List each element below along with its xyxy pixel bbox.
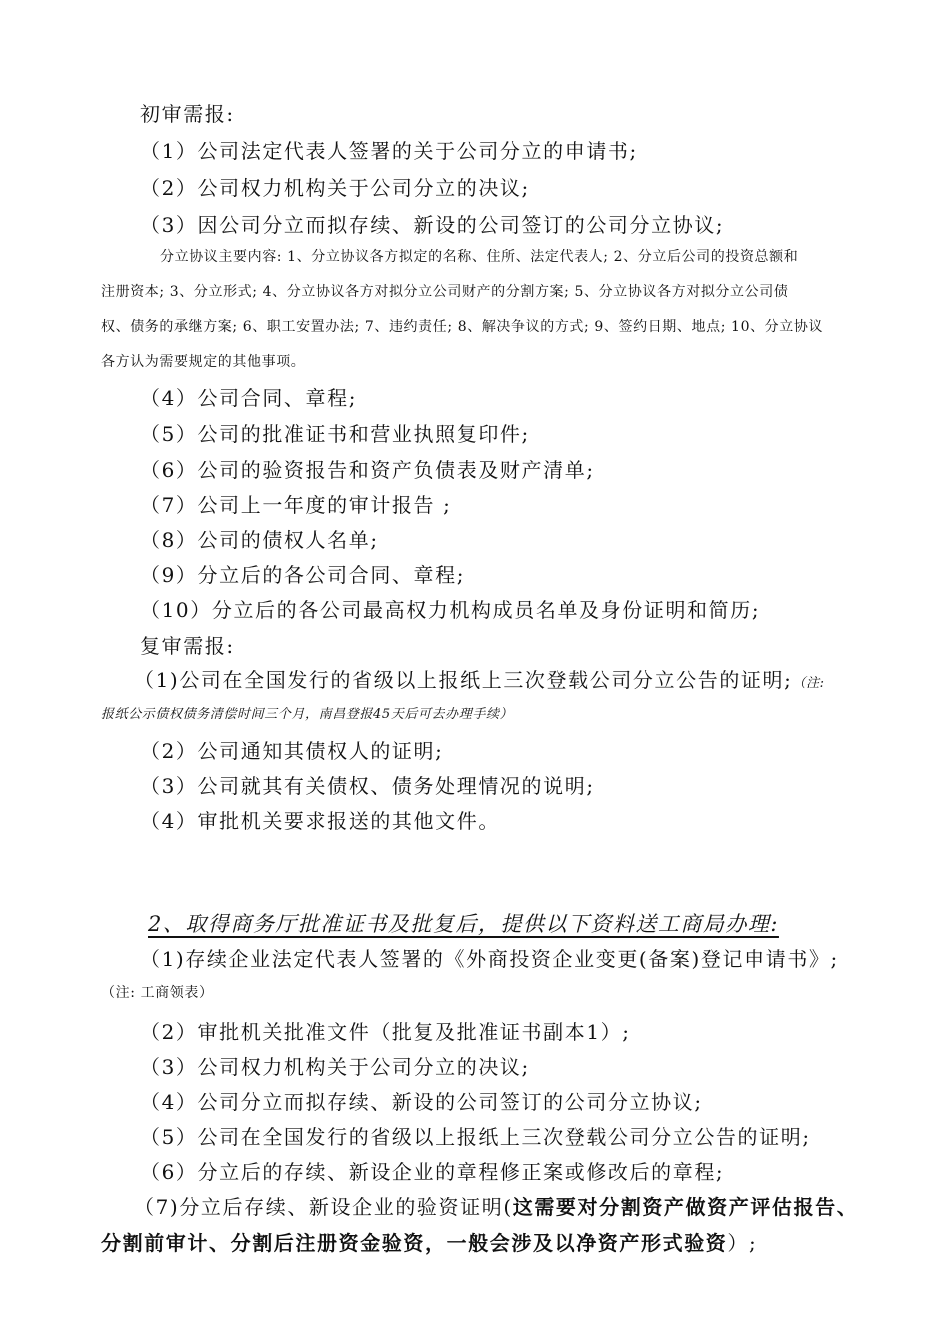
list-item: （3）因公司分立而拟存续、新设的公司签订的公司分立协议;	[140, 213, 725, 237]
item-note: （注: 工商领表）	[101, 985, 214, 1001]
review-item-1	[134, 664, 825, 693]
list-item: （7）公司上一年度的审计报告 ;	[140, 493, 452, 517]
section-heading: 2、取得商务厅批准证书及批复后，提供以下资料送工商局办理:	[148, 912, 779, 936]
item-7-bold-start: 这需要对分割资产做资产评估报告、	[512, 1195, 859, 1219]
list-item: （8）公司的债权人名单;	[140, 528, 379, 552]
list-item: （5）公司在全国发行的省级以上报纸上三次登载公司分立公告的证明;	[140, 1125, 811, 1149]
list-item: （3）公司权力机构关于公司分立的决议;	[140, 1055, 530, 1079]
agreement-note-line: 分立协议主要内容: 1、分立协议各方拟定的名称、住所、法定代表人; 2、分立后公司的投资总额和	[160, 249, 799, 265]
list-item: （9）分立后的各公司合同、章程;	[140, 563, 466, 587]
list-item: （10）分立后的各公司最高权力机构成员名单及身份证明和简历;	[140, 598, 761, 622]
review-title: 复审需报:	[140, 634, 235, 658]
item-7-suffix: ）;	[727, 1231, 758, 1255]
review-item-1-note: 报纸公示债权债务清偿时间三个月，南昌登报45天后可去办理手续）	[101, 707, 514, 722]
review-item-1-text: （1)公司在全国发行的省级以上报纸上三次登载公司分立公告的证明;	[134, 668, 793, 692]
review-item-1-note-start: （注:	[792, 676, 825, 691]
agreement-note-line: 各方认为需要规定的其他事项。	[101, 354, 306, 370]
agreement-note-line: 注册资本; 3、分立形式; 4、分立协议各方对拟分立公司财产的分割方案; 5、分立协议各方对拟分立公司债	[101, 284, 789, 300]
item-7-bold-end: 分割前审计、分割后注册资金验资，一般会涉及以净资产形式验资	[101, 1231, 728, 1255]
list-item: （4）公司分立而拟存续、新设的公司签订的公司分立协议;	[140, 1090, 703, 1114]
list-item: （1)存续企业法定代表人签署的《外商投资企业变更(备案)登记申请书》;	[140, 947, 839, 971]
list-item: （4）公司合同、章程;	[140, 386, 358, 410]
list-item: （1）公司法定代表人签署的关于公司分立的申请书;	[140, 139, 638, 163]
item-7-continued	[101, 1227, 757, 1256]
list-item: （3）公司就其有关债权、债务处理情况的说明;	[140, 774, 595, 798]
list-item: （2）公司通知其债权人的证明;	[140, 739, 444, 763]
initial-review-title: 初审需报:	[140, 102, 235, 126]
list-item: （2）公司权力机构关于公司分立的决议;	[140, 176, 530, 200]
list-item: （6）公司的验资报告和资产负债表及财产清单;	[140, 458, 595, 482]
list-item: （5）公司的批准证书和营业执照复印件;	[140, 422, 530, 446]
list-item: （6）分立后的存续、新设企业的章程修正案或修改后的章程;	[140, 1160, 725, 1184]
item-7-prefix: （7)分立后存续、新设企业的验资证明(	[134, 1195, 513, 1219]
list-item: （2）审批机关批准文件（批复及批准证书副本1）;	[140, 1020, 631, 1044]
item-7	[134, 1191, 858, 1220]
list-item: （4）审批机关要求报送的其他文件。	[140, 809, 500, 833]
agreement-note-line: 权、债务的承继方案; 6、职工安置办法; 7、违约责任; 8、解决争议的方式; 9、签约日期、地点; 10、分立协议	[101, 319, 824, 335]
